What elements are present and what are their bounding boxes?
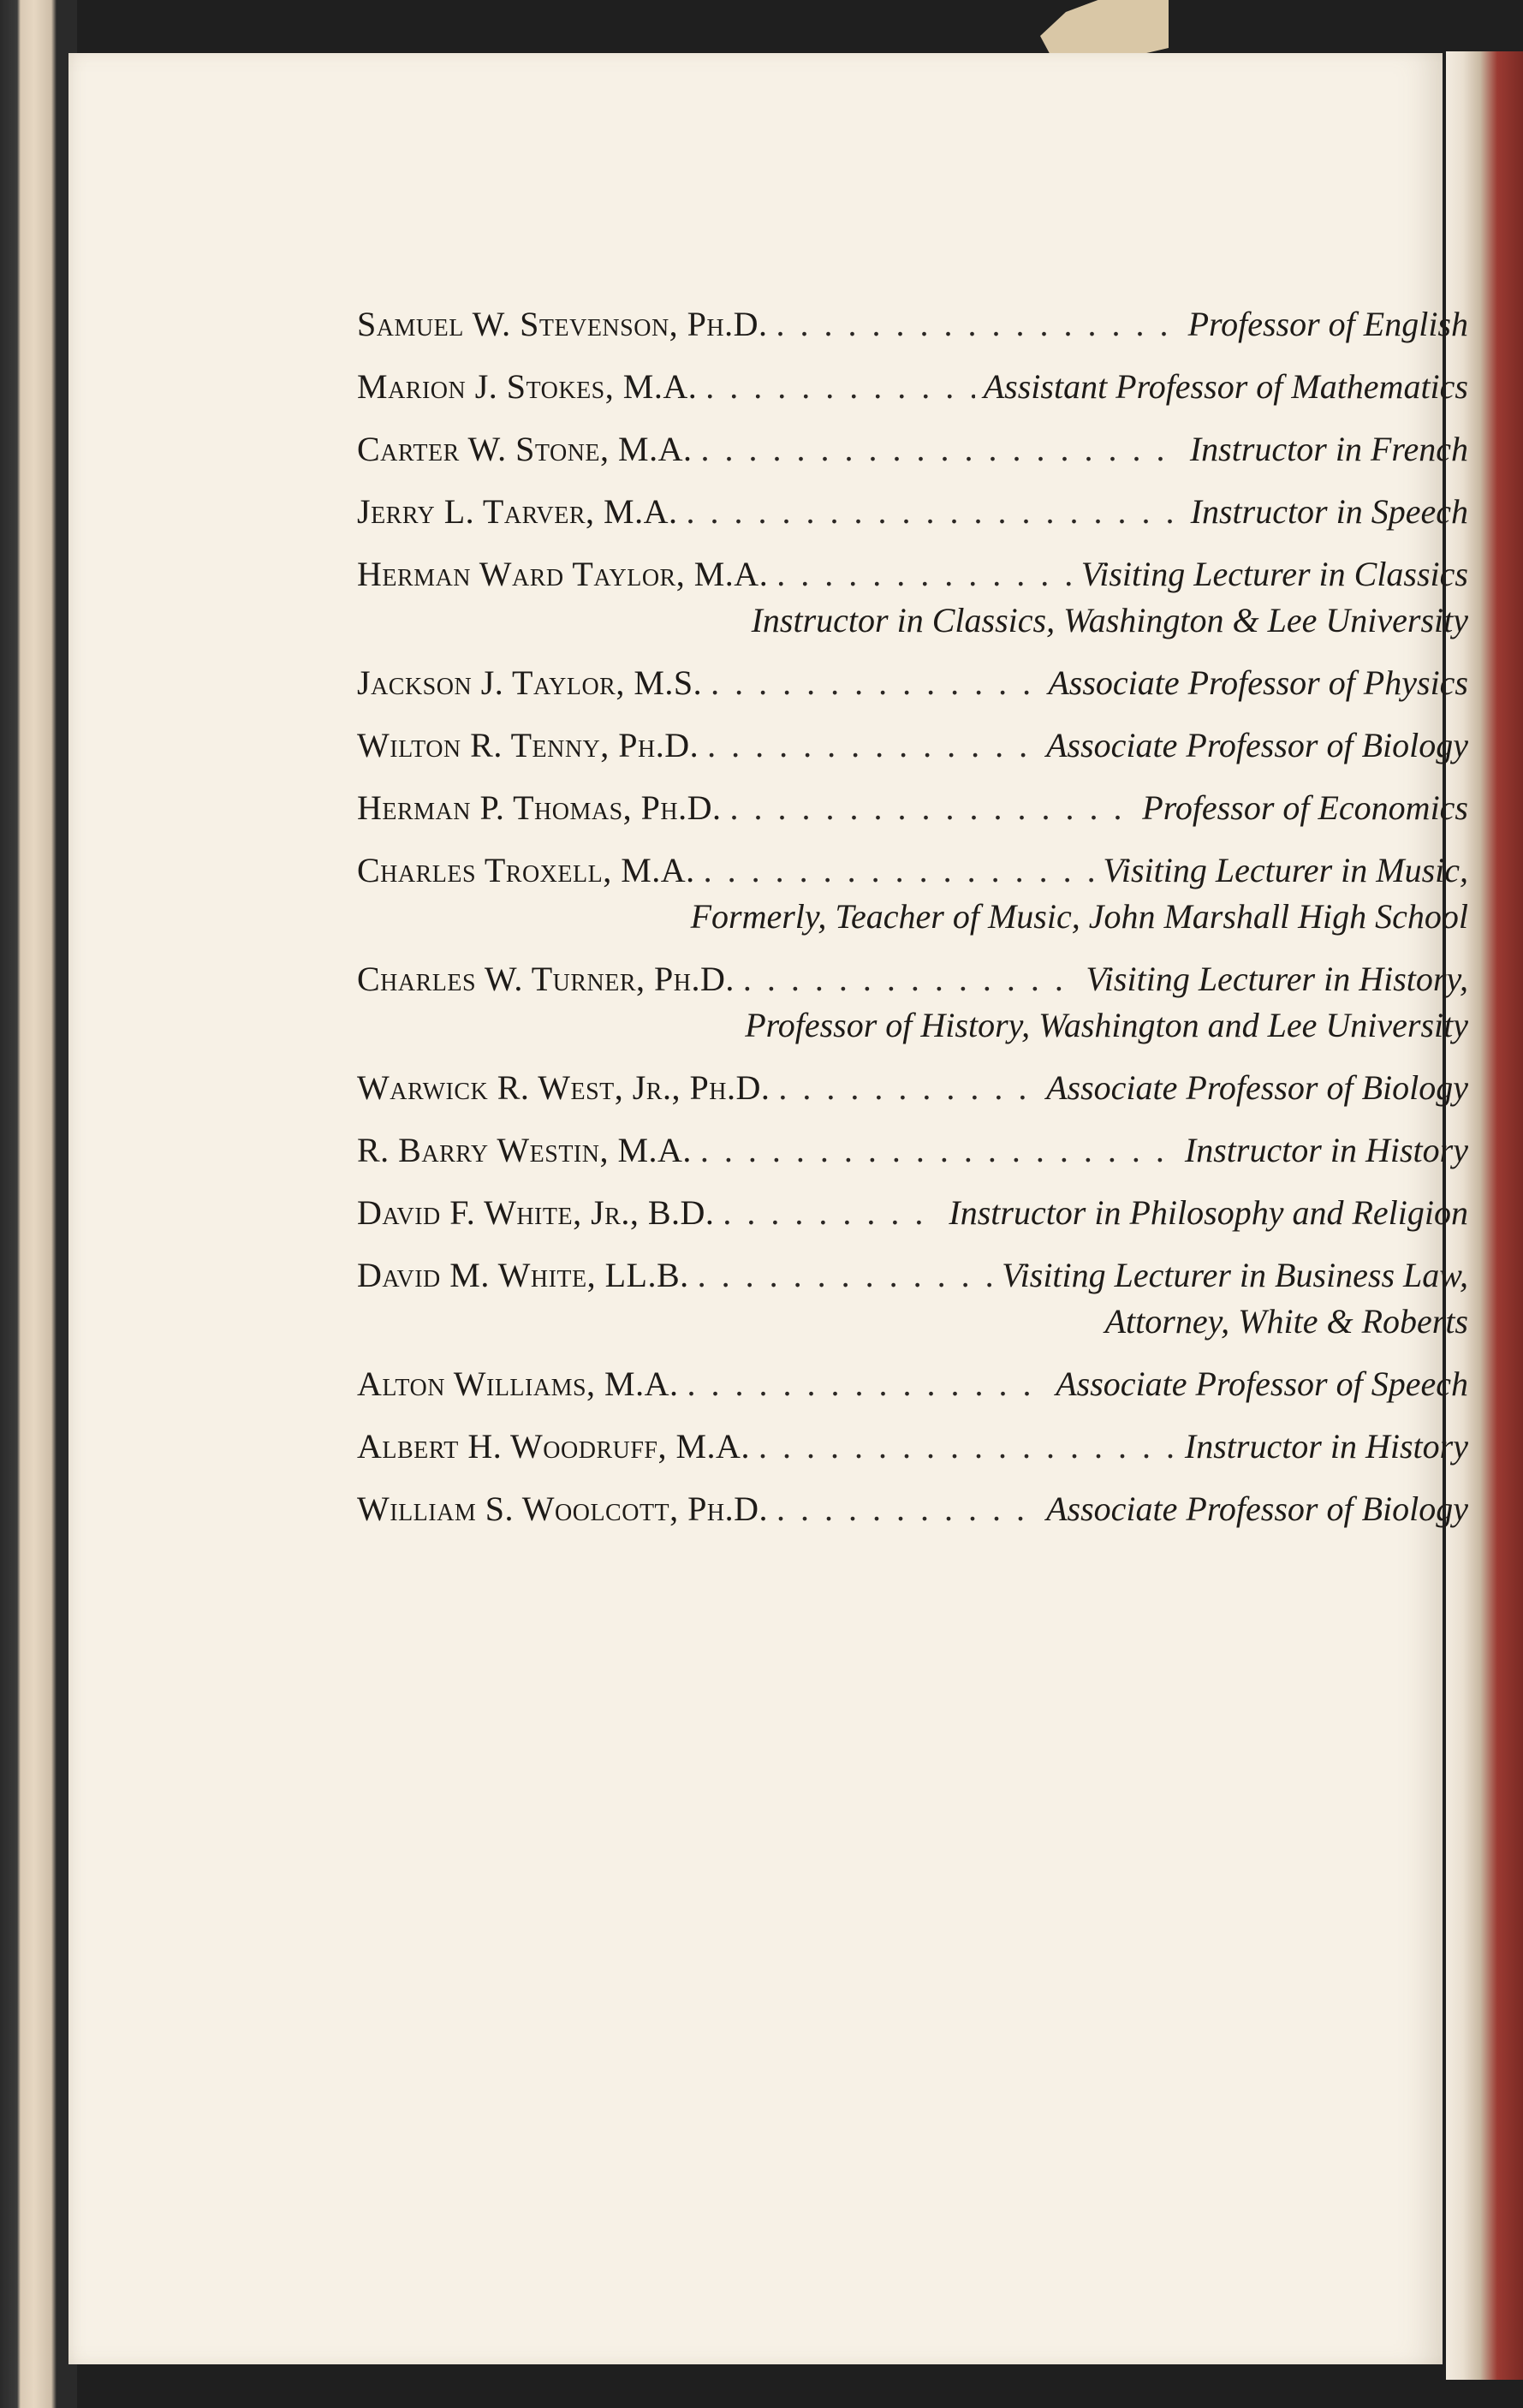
directory-entry: [357, 785, 1468, 831]
dot-leader: [776, 301, 1180, 348]
directory-entry: [357, 301, 1468, 348]
entry-name: Samuel W. Stevenson, Ph.D.: [357, 305, 768, 343]
dot-leader: [730, 785, 1134, 831]
entry-title: Visiting Lecturer in Business Law,: [1002, 1256, 1468, 1294]
dot-leader: [705, 364, 974, 410]
directory-entry: [357, 1127, 1468, 1174]
directory-entry: [357, 847, 1468, 940]
dot-leader: [776, 1486, 1038, 1532]
directory-entry: [357, 1252, 1468, 1345]
directory-entry: [357, 956, 1468, 1049]
dot-leader: [707, 722, 1038, 769]
entry-title: Associate Professor of Biology: [1046, 726, 1468, 764]
entry-title: Visiting Lecturer in History,: [1086, 960, 1468, 998]
directory-entry: [357, 426, 1468, 473]
directory-entry: [357, 364, 1468, 410]
dot-leader: [700, 1127, 1176, 1174]
entry-name: Charles W. Turner, Ph.D.: [357, 960, 735, 998]
entry-name: Marion J. Stokes, M.A.: [357, 367, 698, 406]
book-cover-left-edge: [0, 0, 77, 2408]
dot-leader: [759, 1424, 1176, 1470]
entry-title: Instructor in French: [1189, 430, 1468, 468]
entry-title: Associate Professor of Physics: [1048, 663, 1468, 702]
dot-leader: [778, 1065, 1038, 1111]
entry-name: Carter W. Stone, M.A.: [357, 430, 693, 468]
entry-title: Instructor in Philosophy and Religion: [949, 1193, 1468, 1232]
entry-affiliation: Attorney, White & Roberts: [1104, 1302, 1468, 1341]
entry-title: Associate Professor of Biology: [1046, 1489, 1468, 1528]
faculty-directory: [357, 301, 1468, 1532]
directory-entry: [357, 1424, 1468, 1470]
entry-name: Jackson J. Taylor, M.S.: [357, 663, 703, 702]
dot-leader: [700, 426, 1181, 473]
entry-affiliation: Formerly, Teacher of Music, John Marshall High School: [690, 897, 1468, 936]
entry-title: Instructor in History: [1184, 1131, 1468, 1169]
directory-entry: [357, 722, 1468, 769]
dot-leader: [776, 551, 1073, 598]
dot-leader: [698, 1252, 994, 1299]
entry-affiliation: Instructor in Classics, Washington & Lee University: [751, 601, 1468, 639]
entry-title: Associate Professor of Biology: [1046, 1068, 1468, 1107]
entry-name: R. Barry Westin, M.A.: [357, 1131, 692, 1169]
dot-leader: [704, 847, 1095, 894]
entry-title: Instructor in Speech: [1190, 492, 1468, 531]
entry-title: Visiting Lecturer in Music,: [1103, 851, 1468, 889]
entry-name: Alton Williams, M.A.: [357, 1365, 679, 1403]
entry-title: Visiting Lecturer in Classics: [1080, 555, 1468, 593]
dot-leader: [686, 489, 1181, 535]
entry-title: Professor of Economics: [1142, 788, 1468, 827]
entry-name: Wilton R. Tenny, Ph.D.: [357, 726, 699, 764]
entry-name: William S. Woolcott, Ph.D.: [357, 1489, 769, 1528]
directory-entry: [357, 660, 1468, 706]
entry-title: Professor of English: [1187, 305, 1468, 343]
entry-title: Assistant Professor of Mathematics: [983, 367, 1468, 406]
entry-title: Associate Professor of Speech: [1056, 1365, 1468, 1403]
entry-name: Albert H. Woodruff, M.A.: [357, 1427, 750, 1466]
directory-entry: [357, 1190, 1468, 1236]
entry-name: Herman Ward Taylor, M.A.: [357, 555, 769, 593]
entry-name: Jerry L. Tarver, M.A.: [357, 492, 678, 531]
directory-entry: [357, 1361, 1468, 1407]
directory-entry: [357, 1065, 1468, 1111]
entry-title: Instructor in History: [1184, 1427, 1468, 1466]
entry-affiliation: Professor of History, Washington and Lee University: [745, 1006, 1468, 1044]
dot-leader: [711, 660, 1039, 706]
entry-name: David F. White, Jr., B.D.: [357, 1193, 715, 1232]
dot-leader: [687, 1361, 1048, 1407]
entry-name: Warwick R. West, Jr., Ph.D.: [357, 1068, 770, 1107]
dot-leader: [743, 956, 1077, 1002]
directory-entry: [357, 489, 1468, 535]
directory-entry: [357, 551, 1468, 644]
dot-leader: [723, 1190, 940, 1236]
torn-page-tab: [1040, 0, 1169, 60]
entry-name: David M. White, LL.B.: [357, 1256, 689, 1294]
entry-name: Herman P. Thomas, Ph.D.: [357, 788, 722, 827]
directory-entry: [357, 1486, 1468, 1532]
book-page: [68, 53, 1468, 2364]
entry-name: Charles Troxell, M.A.: [357, 851, 695, 889]
